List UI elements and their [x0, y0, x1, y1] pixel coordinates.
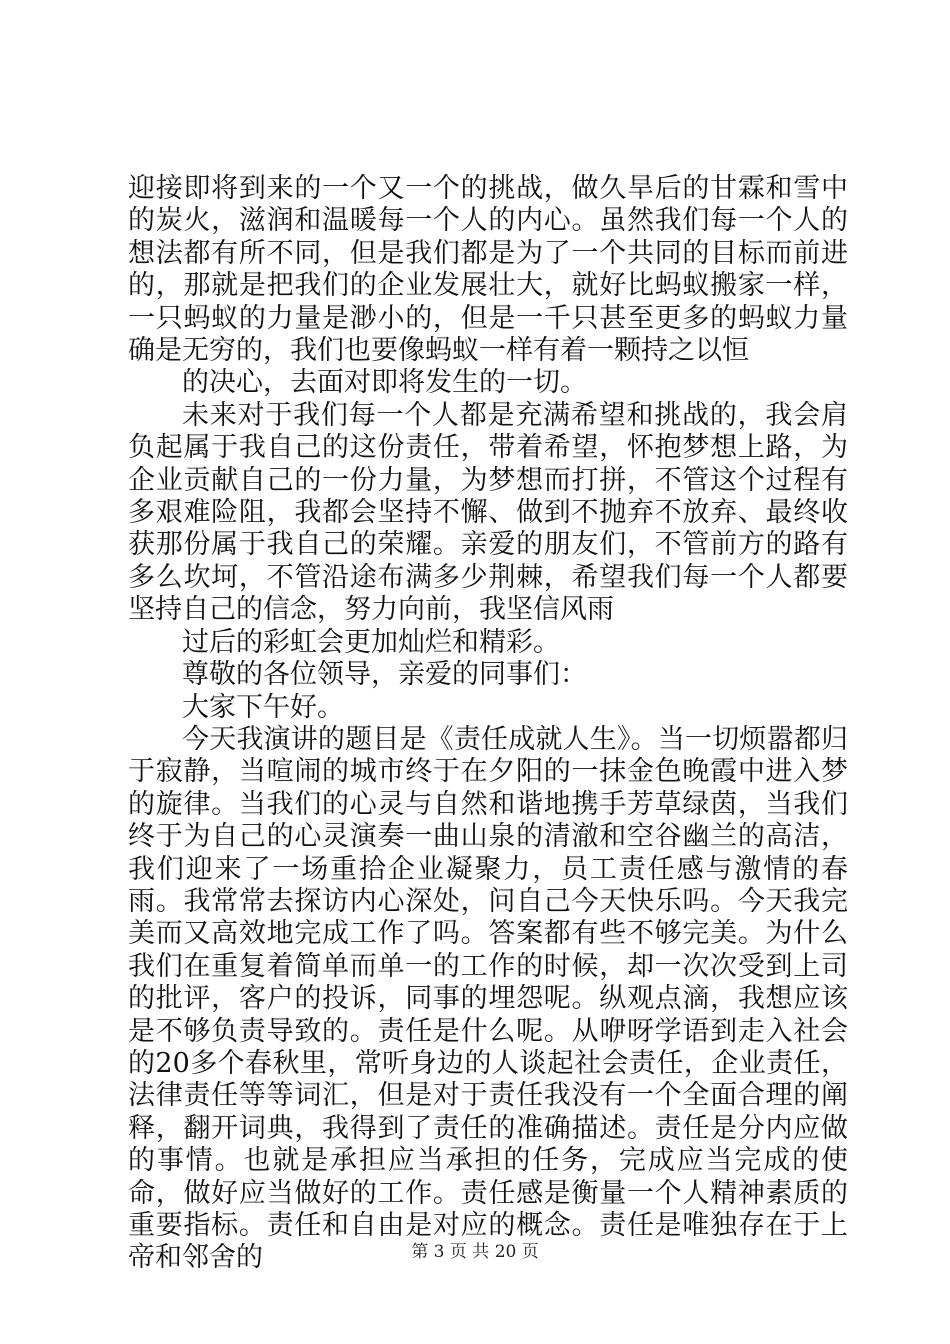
- paragraph-4: 过后的彩虹会更加灿烂和精彩。: [182, 626, 560, 658]
- greeting-line: 尊敬的各位领导，亲爱的同事们：: [182, 659, 587, 691]
- paragraph-speech: 今天我演讲的题目是《责任成就人生》。当一切烦嚣都归于寂静，当喧闹的城市终于在夕阳的一抹金色晚霞中进入梦的旋律。当我们的心灵与自然和谐地携手芳草绿茵，当我们终于为自己的心灵演奏一曲山泉的清澈和空谷幽兰的高洁，我们迎来了一场重拾企业凝聚力，员工责任感与激情的春雨。我常常去探访内心深处，问自己今天快乐吗。今天我完美而又高效地完成工作了吗。答案都有些不够完美。为什么我们在重复着简单而单一的工作的时候，却一次次受到上司的批评，客户的投诉，同事的埋怨呢。纵观点滴，我想应该是不够负责导致的。责任是什么呢。从咿呀学语到走入社会的20多个春秋里，常听身边的人谈起社会责任，企业责任，法律责任等等词汇，但是对于责任我没有一个全面合理的阐释，翻开词典，我得到了责任的准确描述。责任是分内应做的事情。也就是承担应当承担的任务，完成应当完成的使命，做好应当做好的工作。责任感是衡量一个人精神素质的重要指标。责任和自由是对应的概念。责任是唯独存在于上帝和邻舍的: [128, 723, 848, 1274]
- paragraph-2: 的决心，去面对即将发生的一切。: [182, 367, 587, 399]
- paragraph-1: 迎接即将到来的一个又一个的挑战，做久旱后的甘霖和雪中的炭火，滋润和温暖每一个人的内心。虽然我们每一个人的想法都有所不同，但是我们都是为了一个共同的目标而前进的，那就是把我们的企业发展壮大，就好比蚂蚁搬家一样，一只蚂蚁的力量是渺小的，但是一千只甚至更多的蚂蚁力量确是无穷的，我们也要像蚂蚁一样有着一颗持之以恒: [128, 173, 848, 367]
- paragraph-3: 未来对于我们每一个人都是充满希望和挑战的，我会肩负起属于我自己的这份责任，带着希望，怀抱梦想上路，为企业贡献自己的一份力量，为梦想而打拼，不管这个过程有多艰难险阻，我都会坚持不懈、做到不抛弃不放弃、最终收获那份属于我自己的荣耀。亲爱的朋友们，不管前方的路有多么坎坷，不管沿途布满多少荆棘，希望我们每一个人都要坚持自己的信念，努力向前，我坚信风雨: [128, 399, 848, 626]
- page-footer: 第 3 页 共 20 页: [411, 1242, 539, 1262]
- salutation-line: 大家下午好。: [182, 691, 344, 723]
- body-text: [128, 173, 848, 1275]
